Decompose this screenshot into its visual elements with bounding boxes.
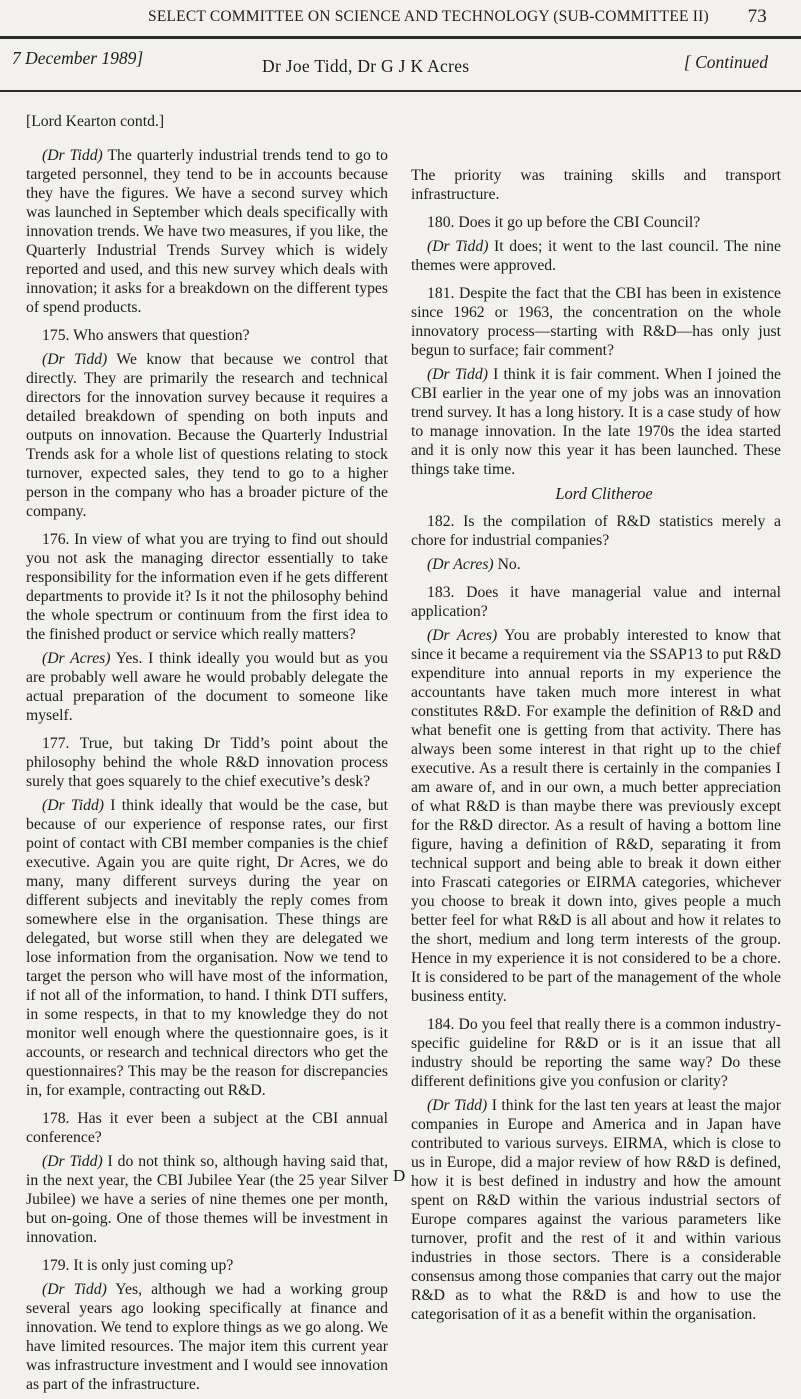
speaker: (Dr Tidd) <box>42 797 105 814</box>
question-181: 181. Despite the fact that the CBI has been in existence since 1962 or 1963, the concentration on the whole innovatory process—starting with R&D—has only just begun to surface; fair comment? <box>411 285 781 359</box>
answer-text: I think ideally that would be the case, but because of our experience of response rates, our first point of contact with CBI member companies is the chief executive. Again you are quite right, Dr Acres, we do many, many different surveys during the year on different subjects and inevitably the reply comes from somewhere else in the organisation. These things are delegated, but worse still when they are delegated we lose information from the organisation. Now we tend to target the person who will have most of the information, if not all of the information, to hand. I think DTI suffers, in some respects, in that to my knowledge they do not monitor well enough where the questionnaire goes, is it accounts, or research and technical directors who get the questionnaires? This may be the reason for discrepancies in, for example, contracting out R&D. <box>26 797 388 1099</box>
answer-180 <box>411 237 781 275</box>
question-184: 184. Do you feel that really there is a common industry-specific guideline for R&D or is it an issue that all industry should be reporting the same way? Do these different definitions give you confusion or clarity? <box>411 1016 781 1090</box>
speaker: (Dr Tidd) <box>42 351 108 368</box>
continued-label: [ Continued <box>683 52 768 72</box>
question-182: 182. Is the compilation of R&D statistics merely a chore for industrial companies? <box>411 513 781 549</box>
answer-text: I do not think so, although having said that, in the next year, the CBI Jubilee Year (the 25 year Silver Jubilee) we have a series of nine themes one per month, but on-going. One of those themes will be investment in innovation. <box>26 1153 388 1246</box>
answer-176 <box>26 649 388 725</box>
answer-181 <box>411 365 781 479</box>
answer-text: I think it is fair comment. When I joined the CBI earlier in the year one of my jobs was an innovation trend survey. It has a long history. It is a case study of how to manage innovation. In the late 1970s the idea started and it is only now this year it has been launched. These things take time. <box>411 366 781 478</box>
answer-text: No. <box>493 556 521 573</box>
continuation-note: [Lord Kearton contd.] <box>26 113 165 130</box>
page-number: 73 <box>747 6 767 27</box>
speaker: (Dr Acres) <box>427 627 498 644</box>
header-rule <box>0 90 801 92</box>
question-177: 177. True, but taking Dr Tidd’s point about the philosophy behind the whole R&D innovation process surely that goes squarely to the chief executive’s desk? <box>26 735 388 790</box>
answer-183 <box>411 626 781 1006</box>
answer-text: I think for the last ten years at least the major companies in Europe and America and in Japan have contributed to various surveys. EIRMA, which is close to us in Europe, did a major review of how R&D is defined, how it is best defined in industry and how the amount spent on R&D within the various industrial sectors of Europe compares against the various parameters like turnover, profit and the rest of it and within various industries in those sectors. There is a considerable consensus among those companies that carry out the major R&D as to what the R&D is and how to use the categorisation of it as a benefit within the organisation. <box>411 1097 781 1323</box>
speaker: (Dr Tidd) <box>42 1153 103 1170</box>
speaker: (Dr Tidd) <box>427 238 489 255</box>
question-175: 175. Who answers that question? <box>42 327 250 344</box>
answer-text: It does; it went to the last council. The nine themes were approved. <box>411 238 781 274</box>
answer-184 <box>411 1096 781 1324</box>
speaker: (Dr Tidd) <box>427 1097 488 1114</box>
answer-paragraph <box>26 146 388 317</box>
answer-179 <box>26 1280 388 1394</box>
answer-182 <box>411 555 781 574</box>
answer-177 <box>26 796 388 1100</box>
answer-178 <box>26 1152 388 1247</box>
witness-names: Dr Joe Tidd, Dr G J K Acres <box>262 56 470 76</box>
right-column <box>411 166 781 1329</box>
signature-mark: D <box>393 1166 406 1185</box>
speaker: (Dr Tidd) <box>42 1281 107 1298</box>
speaker: (Dr Tidd) <box>427 366 488 383</box>
answer-text: The quarterly industrial trends tend to go to targeted personnel, they tend to be in accounts because they have the figures. We have a second survey which was launched in September which deals specifically with innovation trends. We have two measures, if you like, the Quarterly Industrial Trends Survey which is widely reported and used, and this new survey which deals with innovation; it asks for a breakdown on the different types of spend products. <box>26 147 388 316</box>
publication-title: SELECT COMMITTEE ON SCIENCE AND TECHNOLOGY (SUB-COMMITTEE II) <box>148 8 709 25</box>
speaker: (Dr Acres) <box>42 650 111 667</box>
question-183: 183. Does it have managerial value and internal application? <box>411 584 781 620</box>
question-178: 178. Has it ever been a subject at the CBI annual conference? <box>26 1110 388 1146</box>
running-head <box>0 4 801 32</box>
top-rule <box>0 36 801 39</box>
speaker: (Dr Acres) <box>427 556 494 573</box>
speaker: (Dr Tidd) <box>42 147 103 164</box>
section-heading-questioner: Lord Clitheroe <box>555 484 653 503</box>
left-column <box>26 112 388 1399</box>
answer-text: We know that because we control that directly. They are primarily the research and technical directors for the innovation survey because it requires a detailed breakdown of spending on both inputs and outputs on innovation. Because the Quarterly Industrial Trends ask for a whole list of questions relating to stock turnover, expected sales, they tend to go to a higher person in the company who has a broader picture of the company. <box>26 351 388 520</box>
answer-text: Yes, although we had a working group several years ago looking specifically at finance and innovation. We tend to explore things as we go along. We have limited resources. The major item this current year was infrastructure investment and I would see innovation as part of the infrastructure. <box>26 1281 388 1393</box>
answer-text: Yes. I think ideally you would but as you are probably well aware he would probably delegate the actual preparation of the document to someone like myself. <box>26 650 388 724</box>
question-179: 179. It is only just coming up? <box>42 1257 234 1274</box>
sitting-date: 7 December 1989] <box>12 48 144 68</box>
answer-text: You are probably interested to know that since it became a requirement via the SSAP13 to put R&D expenditure into annual reports in my experience the accountants have taken much more interest in what constitutes R&D. For example the definition of R&D and what benefit one is getting from that activity. There has always been some interest in that right up to the chief executive. As a result there is certainly in the companies I am aware of, and in our own, a much better appreciation of what R&D is than maybe there was previously except for the R&D director. As a result of having a bottom line figure, having a definition of R&D, separating it from technical support and being able to break it down either into Frascati categories or EIRMA categories, whichever you choose to break it down into, gives people a much better feel for what R&D is all about and how it relates to the short, medium and long term interests of the group. Hence in my experience it is not considered to be a chore. It is considered to be part of the management of the whole business entity. <box>411 627 782 1005</box>
question-180: 180. Does it go up before the CBI Council? <box>427 214 701 231</box>
question-176: 176. In view of what you are trying to find out should you not ask the managing director essentially to take responsibility for the information even if he gets different departments to provide it? Is it not the philosophy behind the whole spectrum or continuum from the first idea to the finished product or service which really matters? <box>26 531 388 643</box>
answer-175 <box>26 350 388 521</box>
carryover-paragraph: The priority was training skills and transport infrastructure. <box>411 167 781 203</box>
